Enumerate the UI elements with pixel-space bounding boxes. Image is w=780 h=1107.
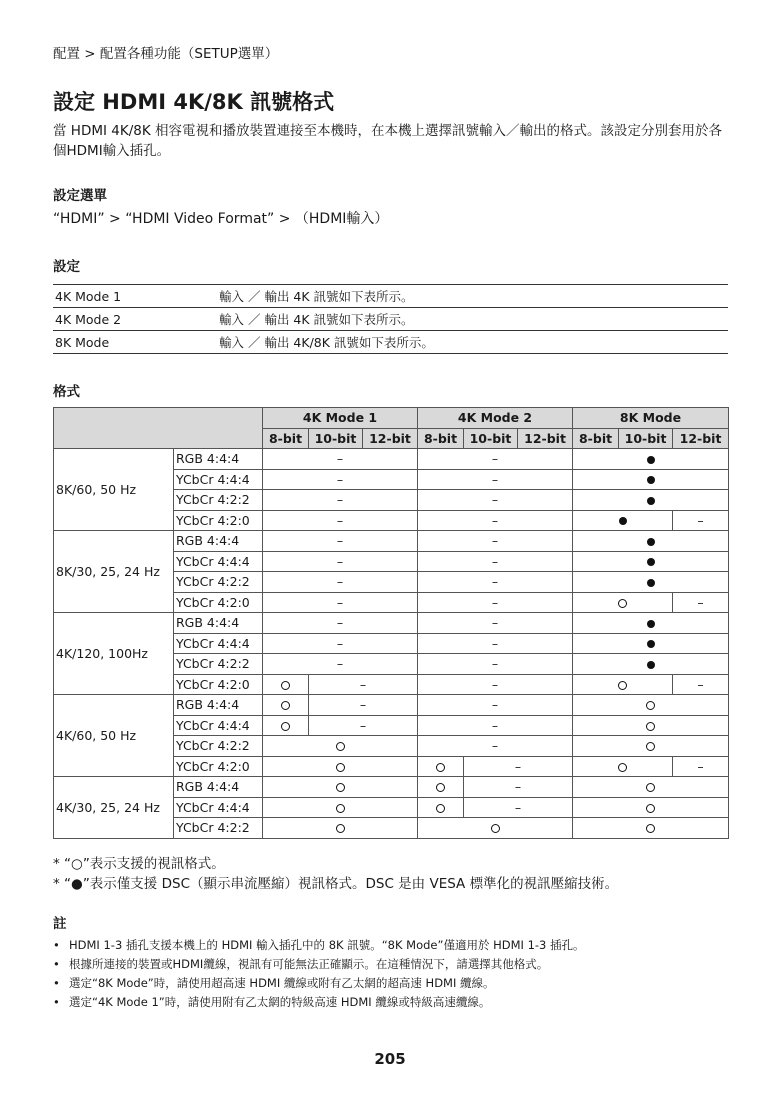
format-table (53, 407, 729, 839)
support-cell (573, 654, 729, 675)
color-space-cell: RGB 4:4:4 (174, 449, 263, 470)
support-cell: – (263, 469, 418, 490)
note-item: • 選定“4K Mode 1”時，請使用附有乙太網的特級高速 HDMI 纜線或特級高速纜線。 (53, 993, 585, 1012)
support-cell (573, 490, 729, 511)
support-cell (573, 777, 729, 798)
support-cell (263, 797, 418, 818)
table-row (54, 613, 729, 634)
support-cell: – (263, 633, 418, 654)
support-cell (573, 592, 673, 613)
supported-ring-icon (618, 599, 627, 608)
support-cell (573, 449, 729, 470)
support-cell: – (418, 490, 573, 511)
color-space-cell: RGB 4:4:4 (174, 777, 263, 798)
dsc-dot-icon (647, 476, 655, 484)
support-cell (573, 510, 673, 531)
bit-header: 8-bit (573, 428, 619, 449)
support-cell (573, 551, 729, 572)
support-cell: – (418, 695, 573, 716)
support-cell: – (309, 715, 418, 736)
notes-heading: 註 (53, 916, 67, 932)
bit-header: 12-bit (363, 428, 418, 449)
support-cell: – (418, 633, 573, 654)
support-cell: – (263, 572, 418, 593)
bit-header: 10-bit (464, 428, 518, 449)
bit-header: 8-bit (418, 428, 464, 449)
support-cell: – (673, 674, 729, 695)
supported-ring-icon (281, 681, 290, 690)
support-cell: – (418, 449, 573, 470)
support-cell (263, 695, 309, 716)
support-cell (573, 695, 729, 716)
dsc-dot-icon (647, 661, 655, 669)
support-cell (573, 756, 673, 777)
color-space-cell: YCbCr 4:4:4 (174, 797, 263, 818)
dsc-dot-icon (647, 456, 655, 464)
support-cell (573, 715, 729, 736)
dsc-dot-icon (647, 640, 655, 648)
supported-ring-icon (336, 783, 345, 792)
support-cell: – (673, 510, 729, 531)
settings-row (53, 285, 728, 308)
support-cell (263, 736, 418, 757)
resolution-cell: 8K/60, 50 Hz (54, 449, 174, 531)
notes-list (53, 936, 585, 1012)
supported-ring-icon (491, 824, 500, 833)
table-row (54, 531, 729, 552)
supported-ring-icon (646, 824, 655, 833)
legend-dsc: * “●”表示僅支援 DSC（顯示串流壓縮）視訊格式。DSC 是由 VESA 標準化的視訊壓縮技術。 (53, 876, 619, 892)
color-space-cell: YCbCr 4:2:2 (174, 736, 263, 757)
support-cell: – (263, 592, 418, 613)
supported-ring-icon (436, 804, 445, 813)
color-space-cell: RGB 4:4:4 (174, 613, 263, 634)
support-cell (263, 756, 418, 777)
dsc-dot-icon (647, 497, 655, 505)
menu-path: “HDMI” > “HDMI Video Format” > （HDMI輸入） (53, 211, 389, 227)
supported-ring-icon (336, 824, 345, 833)
support-cell (573, 469, 729, 490)
color-space-cell: YCbCr 4:2:0 (174, 592, 263, 613)
color-space-cell: YCbCr 4:4:4 (174, 715, 263, 736)
settings-table (53, 284, 728, 354)
dsc-dot-icon (647, 579, 655, 587)
intro-text: 當 HDMI 4K/8K 相容電視和播放裝置連接至本機時，在本機上選擇訊號輸入／輸出的格式。該設定分別套用於各個HDMI輸入插孔。 (53, 123, 722, 159)
support-cell (418, 797, 464, 818)
support-cell: – (263, 613, 418, 634)
settings-row (53, 308, 728, 331)
note-item: • 選定“8K Mode”時，請使用超高速 HDMI 纜線或附有乙太網的超高速 HDMI 纜線。 (53, 974, 585, 993)
support-cell: – (673, 756, 729, 777)
setting-desc: 輸入 ／ 輸出 4K 訊號如下表所示。 (217, 308, 728, 331)
dsc-dot-icon (647, 558, 655, 566)
table-row (54, 777, 729, 798)
color-space-cell: YCbCr 4:2:0 (174, 674, 263, 695)
support-cell: – (418, 715, 573, 736)
legend-supported: * “○”表示支援的視訊格式。 (53, 856, 225, 872)
mode-header: 8K Mode (573, 408, 729, 429)
resolution-cell: 4K/120, 100Hz (54, 613, 174, 695)
setting-desc: 輸入 ／ 輸出 4K/8K 訊號如下表所示。 (217, 331, 728, 354)
settings-row (53, 331, 728, 354)
dsc-dot-icon (647, 620, 655, 628)
bit-header: 12-bit (518, 428, 573, 449)
support-cell: – (309, 695, 418, 716)
support-cell (573, 818, 729, 839)
supported-ring-icon (281, 722, 290, 731)
supported-ring-icon (618, 763, 627, 772)
setting-name: 4K Mode 2 (53, 308, 217, 331)
support-cell (263, 818, 418, 839)
support-cell: – (464, 797, 573, 818)
support-cell: – (418, 674, 573, 695)
note-item: • 根據所連接的裝置或HDMI纜線，視訊有可能無法正確顯示。在這種情況下，請選擇其他格式。 (53, 955, 585, 974)
support-cell: – (418, 551, 573, 572)
support-cell: – (418, 736, 573, 757)
menu-heading: 設定選單 (53, 188, 107, 204)
mode-header: 4K Mode 1 (263, 408, 418, 429)
support-cell (418, 756, 464, 777)
page-title: 設定 HDMI 4K/8K 訊號格式 (53, 90, 335, 114)
support-cell: – (418, 654, 573, 675)
settings-heading: 設定 (53, 259, 80, 275)
support-cell: – (263, 449, 418, 470)
support-cell (418, 818, 573, 839)
resolution-cell: 4K/30, 25, 24 Hz (54, 777, 174, 839)
support-cell (573, 674, 673, 695)
color-space-cell: YCbCr 4:2:2 (174, 490, 263, 511)
color-space-cell: YCbCr 4:2:2 (174, 572, 263, 593)
setting-name: 8K Mode (53, 331, 217, 354)
supported-ring-icon (646, 701, 655, 710)
bit-header: 12-bit (673, 428, 729, 449)
supported-ring-icon (618, 681, 627, 690)
support-cell: – (418, 613, 573, 634)
color-space-cell: YCbCr 4:2:0 (174, 756, 263, 777)
support-cell (573, 572, 729, 593)
support-cell: – (263, 531, 418, 552)
resolution-cell: 8K/30, 25, 24 Hz (54, 531, 174, 613)
color-space-cell: RGB 4:4:4 (174, 695, 263, 716)
supported-ring-icon (336, 804, 345, 813)
support-cell: – (418, 531, 573, 552)
support-cell (263, 674, 309, 695)
color-space-cell: YCbCr 4:2:2 (174, 654, 263, 675)
support-cell: – (309, 674, 418, 695)
dsc-dot-icon (619, 517, 627, 525)
supported-ring-icon (646, 722, 655, 731)
support-cell: – (418, 469, 573, 490)
setting-desc: 輸入 ／ 輸出 4K 訊號如下表所示。 (217, 285, 728, 308)
color-space-cell: YCbCr 4:2:2 (174, 818, 263, 839)
resolution-cell: 4K/60, 50 Hz (54, 695, 174, 777)
color-space-cell: YCbCr 4:4:4 (174, 469, 263, 490)
color-space-cell: YCbCr 4:2:0 (174, 510, 263, 531)
support-cell: – (673, 592, 729, 613)
header-row (54, 408, 729, 429)
breadcrumb: 配置 > 配置各種功能（SETUP選單） (53, 46, 279, 62)
setting-name: 4K Mode 1 (53, 285, 217, 308)
bit-header: 10-bit (309, 428, 363, 449)
header-corner (54, 408, 263, 449)
note-item: • HDMI 1-3 插孔支援本機上的 HDMI 輸入插孔中的 8K 訊號。“8K Mode”僅適用於 HDMI 1-3 插孔。 (53, 936, 585, 955)
support-cell (263, 777, 418, 798)
table-row (54, 695, 729, 716)
support-cell: – (464, 756, 573, 777)
supported-ring-icon (646, 783, 655, 792)
supported-ring-icon (336, 763, 345, 772)
dsc-dot-icon (647, 538, 655, 546)
support-cell: – (464, 777, 573, 798)
support-cell (263, 715, 309, 736)
format-heading: 格式 (53, 384, 80, 400)
table-row (54, 449, 729, 470)
bit-header: 8-bit (263, 428, 309, 449)
supported-ring-icon (336, 742, 345, 751)
support-cell (573, 613, 729, 634)
color-space-cell: YCbCr 4:4:4 (174, 551, 263, 572)
color-space-cell: RGB 4:4:4 (174, 531, 263, 552)
mode-header: 4K Mode 2 (418, 408, 573, 429)
support-cell: – (263, 510, 418, 531)
bit-header: 10-bit (619, 428, 673, 449)
support-cell: – (263, 654, 418, 675)
page-number: 205 (374, 1050, 406, 1068)
support-cell (573, 633, 729, 654)
support-cell (573, 736, 729, 757)
support-cell (418, 777, 464, 798)
supported-ring-icon (436, 783, 445, 792)
supported-ring-icon (646, 804, 655, 813)
support-cell: – (263, 490, 418, 511)
support-cell: – (418, 572, 573, 593)
support-cell: – (418, 510, 573, 531)
support-cell: – (418, 592, 573, 613)
support-cell (573, 797, 729, 818)
supported-ring-icon (281, 701, 290, 710)
color-space-cell: YCbCr 4:4:4 (174, 633, 263, 654)
supported-ring-icon (646, 742, 655, 751)
support-cell (573, 531, 729, 552)
support-cell: – (263, 551, 418, 572)
supported-ring-icon (436, 763, 445, 772)
